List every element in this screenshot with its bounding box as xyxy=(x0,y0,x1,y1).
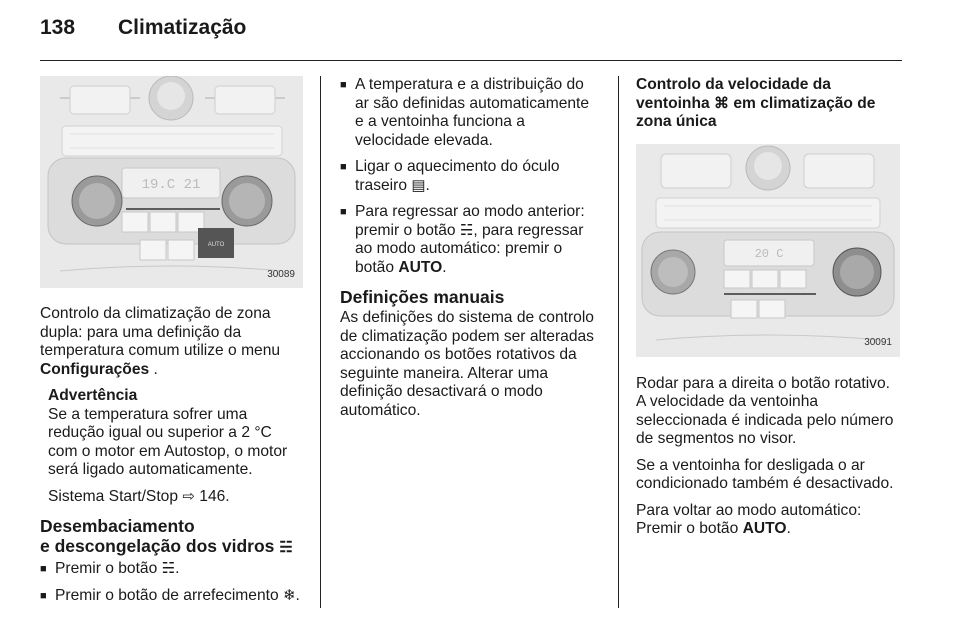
defrost-continued-list xyxy=(340,76,602,277)
fan-paragraph-2: Se a ventoinha for desligada o ar condicionado também é desactivado. xyxy=(636,456,894,492)
page-title: Climatização xyxy=(118,16,247,39)
fan-paragraph-3: Para voltar ao modo automático: Premir o botão AUTO. xyxy=(636,501,862,537)
single-zone-panel-illustration xyxy=(636,144,900,357)
warning-title: Advertência xyxy=(48,387,138,404)
climate-display-readout: 19.C 21 xyxy=(141,177,201,193)
manual-settings-paragraph: As definições do sistema de controlo de climatização podem ser alteradas accionando os botões rotativos da seguinte maneira. Alterar uma definição desactivará o modo automático. xyxy=(340,309,594,419)
warning-box xyxy=(48,387,304,506)
manual-settings-heading: Definições manuais xyxy=(340,287,505,307)
figure-number: 30089 xyxy=(267,268,295,280)
figure-single-zone-climate-panel xyxy=(636,144,900,357)
column-1 xyxy=(40,76,304,613)
intro-paragraph: Controlo da climatização de zona dupla: para uma definição da temperatura comum utilize o menu Configurações . xyxy=(40,305,281,378)
column-divider-1 xyxy=(320,76,321,608)
defrost-steps xyxy=(40,560,304,605)
defrost-heading: Desembaciamento e descongelação dos vidros ☵ xyxy=(40,516,293,556)
figure-dual-zone-climate-panel xyxy=(40,76,303,288)
start-stop-reference: Sistema Start/Stop ⇨ 146. xyxy=(48,487,230,505)
fan-icon: ⌘ xyxy=(714,94,729,112)
auto-button-ref: AUTO xyxy=(742,520,787,537)
page-number: 138 xyxy=(40,16,76,39)
fan-speed-heading: Controlo da velocidade da ventoinha ⌘ em climatização de zona única xyxy=(636,76,876,130)
auto-button-label: AUTO xyxy=(207,242,225,248)
fan-paragraph-1: Rodar para a direita o botão rotativo. A velocidade da ventoinha seleccionada é indicada pelo número de segmentos no visor. xyxy=(636,374,894,447)
climate-display-readout: 20 C xyxy=(754,246,784,261)
list-item: ■ Premir o botão de arrefecimento ❄. xyxy=(40,587,304,606)
list-item: ■ Ligar o aquecimento do óculo traseiro ▤. xyxy=(340,158,602,195)
windscreen-defrost-icon: ☵ xyxy=(459,221,474,239)
windscreen-defrost-icon: ☵ xyxy=(161,560,176,577)
column-2 xyxy=(340,76,602,428)
column-3 xyxy=(636,76,902,547)
column-divider-2 xyxy=(618,76,619,608)
air-conditioning-icon: ❄ xyxy=(282,586,296,604)
header-rule xyxy=(40,60,902,61)
windscreen-defrost-icon: ☵ xyxy=(279,539,293,556)
auto-button-ref: AUTO xyxy=(398,258,443,276)
figure-number: 30091 xyxy=(864,337,892,348)
rear-window-heating-icon: ▤ xyxy=(411,176,426,194)
list-item: ■ Premir o botão ☵. xyxy=(40,560,304,579)
climate-panel-illustration xyxy=(40,76,303,288)
settings-menu-link: Configurações xyxy=(40,360,150,378)
list-item: ■ Para regressar ao modo anterior: premir o botão ☵, para regressar ao modo automático: premir o botão AUTO. xyxy=(340,203,602,277)
warning-text: Se a temperatura sofrer uma redução igual ou superior a 2 °C com o motor em Autostop, o motor será ligado automaticamente. xyxy=(48,405,288,478)
list-item: ■ A temperatura e a distribuição do ar são definidas automaticamente e a ventoinha funciona a velocidade elevada. xyxy=(340,76,602,150)
page-reference-arrow-icon: ⇨ xyxy=(182,487,195,505)
